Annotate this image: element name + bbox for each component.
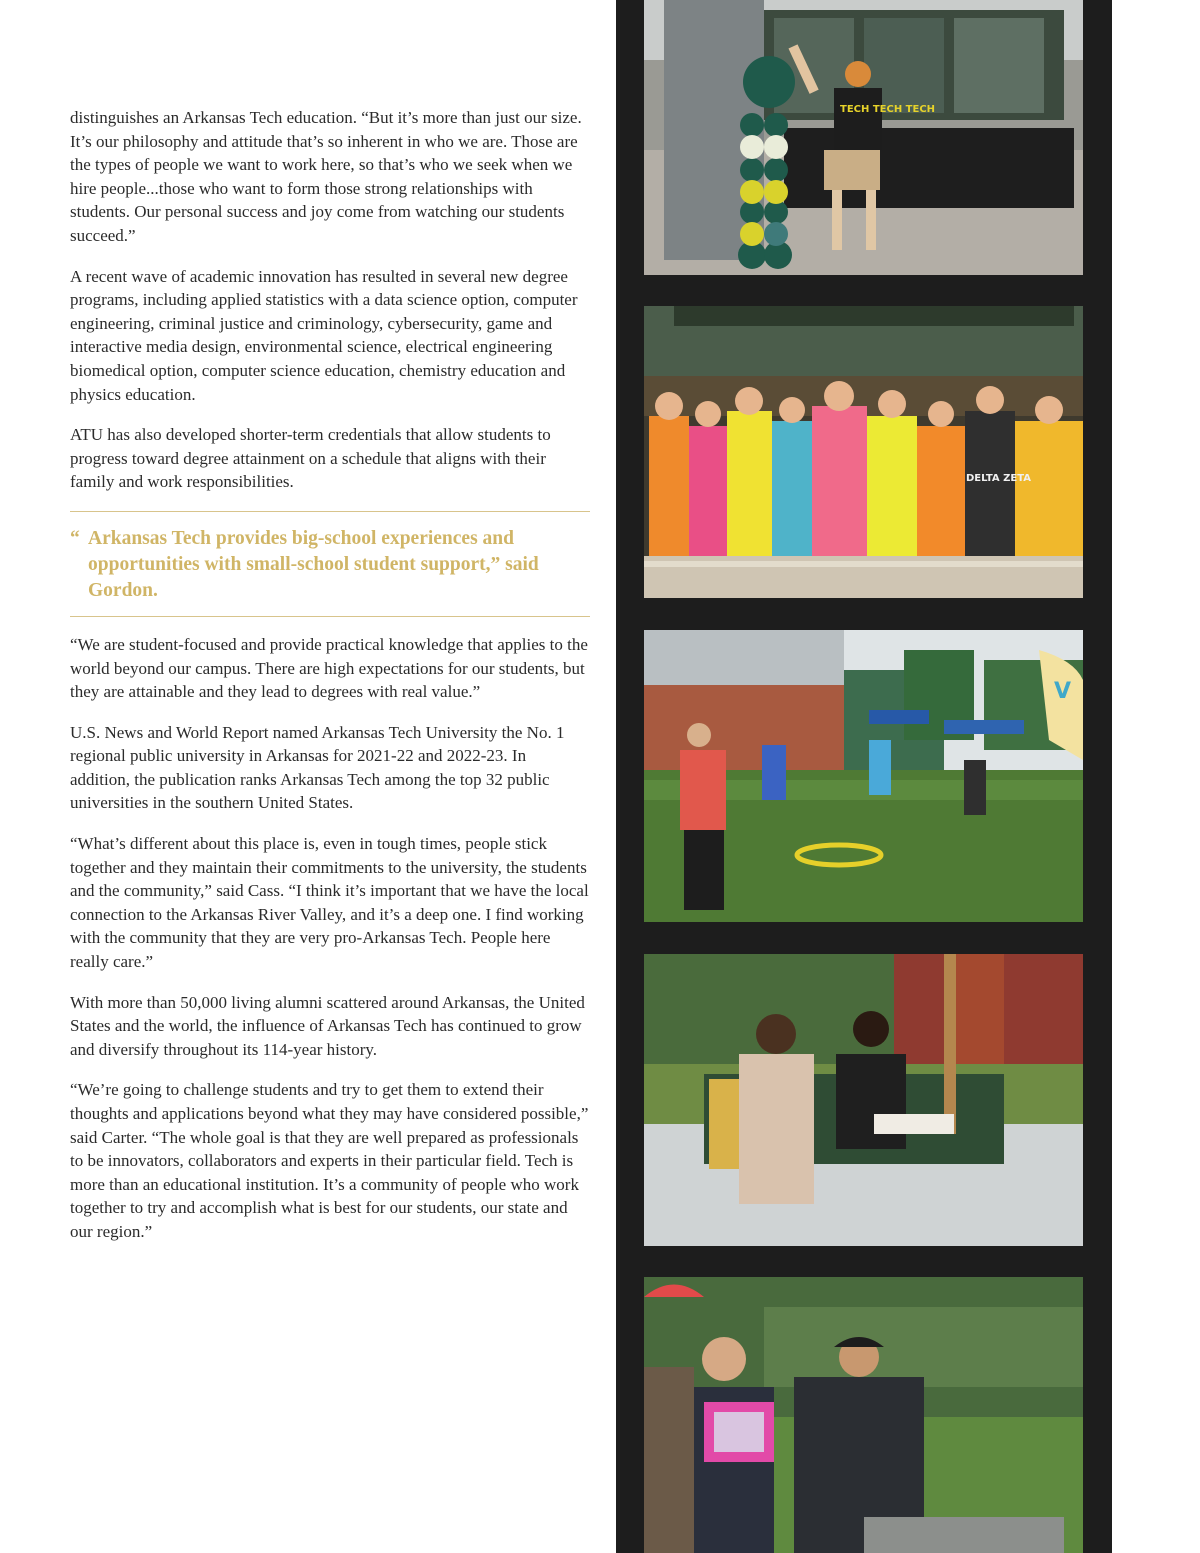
article-paragraph: U.S. News and World Report named Arkansas Tech University the No. 1 regional public university in Arkansas for 2021-22 and 2022-23. In addition, the publication ranks Arkansas Tech among the top 32 public universities in the southern United States. <box>70 722 565 813</box>
photo-strip <box>616 0 1112 1553</box>
article-paragraph: distinguishes an Arkansas Tech education. “But it’s more than just our size. It’s our philosophy and attitude that’s so inherent in who we are. Those are the types of people we want to work here, so that’s who we seek when we hire people...those who want to form those strong relationships with students. Our personal success and joy come from watching our students succeed.” <box>70 108 582 245</box>
shirt-text: TECH TECH TECH <box>840 104 936 115</box>
pull-quote-mark: “ <box>70 527 80 549</box>
pull-quote-text: Arkansas Tech provides big-school experiences and opportunities with small-school student support,” said Gordon. <box>88 527 539 601</box>
article-paragraph: A recent wave of academic innovation has resulted in several new degree programs, including applied statistics with a data science option, computer engineering, criminal justice and criminology, cybersecurity, game and interactive media design, environmental science, electrical engineering biomedical option, computer science education, chemistry education and physics education. <box>70 266 578 404</box>
article-paragraph: ATU has also developed shorter-term credentials that allow students to progress toward degree attainment on a schedule that aligns with their family and work responsibilities. <box>70 425 551 492</box>
sign-text: DELTA ZETA <box>966 473 1031 484</box>
article-paragraph: With more than 50,000 living alumni scattered around Arkansas, the United States and the world, the influence of Arkansas Tech has continued to grow and diversify throughout its 114-year history. <box>70 992 585 1059</box>
photo-student-crowd-cheering <box>644 306 1083 598</box>
photo-cheering-student-balloons <box>644 0 1083 275</box>
banner-text: V <box>1054 679 1072 704</box>
article-paragraph: “We’re going to challenge students and try to get them to extend their thoughts and applications beyond what they may have considered possible,” said Carter. “The whole goal is that they are well prepared as professionals to be innovators, collaborators and experts in their particular field. Tech is more than an educational institution. It’s a community of people who work together to try and accomplish what is best for our students, our state and our region.” <box>70 1080 589 1241</box>
photo-outdoor-greeting <box>644 1277 1083 1553</box>
article-paragraph: “We are student-focused and provide practical knowledge that applies to the world beyond our campus. There are high expectations for our students, but they are attainable and they lead to degrees with real value.” <box>70 634 588 702</box>
photo-spikeball-lawn-game <box>644 630 1083 922</box>
photo-porch-swing-students <box>644 954 1083 1246</box>
article-paragraph: “What’s different about this place is, even in tough times, people stick together and they maintain their commitments to the university, the students and the community,” said Cass. “I think it’s important that we have the local connection to the Arkansas River Valley, and it’s a deep one. I find working with the community that they are very pro-Arkansas Tech. People here really care.” <box>70 834 589 972</box>
article-text-column <box>70 106 590 1261</box>
pull-quote <box>70 511 590 617</box>
